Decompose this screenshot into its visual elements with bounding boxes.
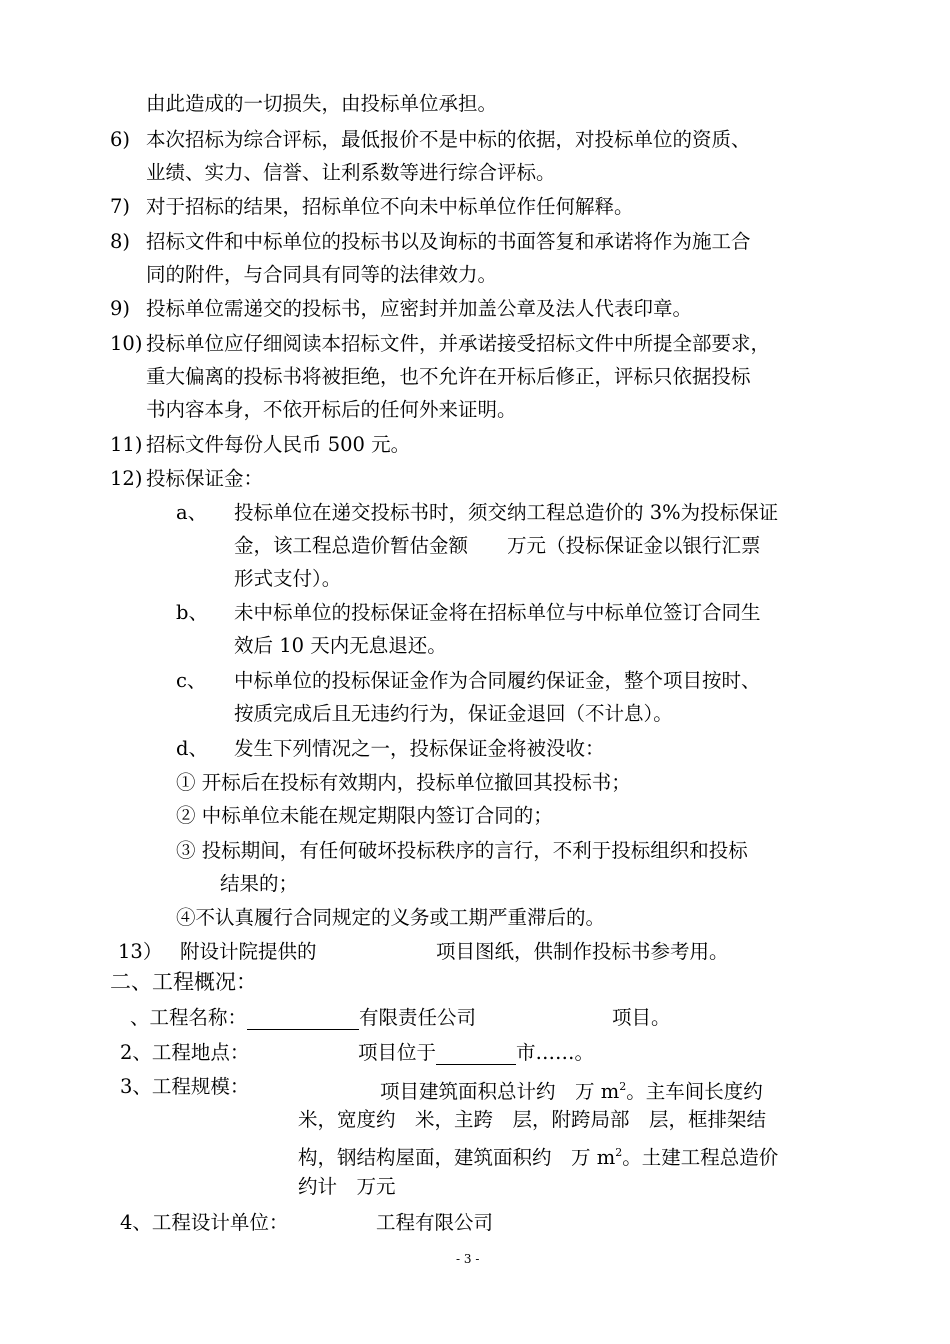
overview-scale-line-4: 约计 万元 <box>298 1175 396 1198</box>
scale-line-1-tail: 。主车间长度约 <box>626 1080 763 1103</box>
item-11-number: 11) <box>110 433 143 456</box>
deposit-a-line-1: 投标单位在递交投标书时，须交纳工程总造价的 3%为投标保证 <box>234 501 779 524</box>
overview-name-company: 有限责任公司 <box>359 1006 477 1029</box>
scale-line-1-text: 项目建筑面积总计约 万 m <box>380 1080 620 1103</box>
overview-name-row <box>130 1005 476 1031</box>
item-9-line-1: 投标单位需递交的投标书，应密封并加盖公章及法人代表印章。 <box>146 297 693 320</box>
scale-line-1-sup: 2 <box>619 1080 627 1093</box>
overview-name-project: 项目。 <box>612 1006 671 1029</box>
item-10-line-1: 投标单位应仔细阅读本招标文件，并承诺接受招标文件中所提全部要求， <box>146 332 771 355</box>
deposit-b-line-1: 未中标单位的投标保证金将在招标单位与中标单位签订合同生 <box>234 601 761 624</box>
forfeit-item-4: ④不认真履行合同规定的义务或工期严重滞后的。 <box>176 906 606 929</box>
item-11-line-1: 招标文件每份人民币 500 元。 <box>146 433 411 456</box>
item-8-line-2: 同的附件，与合同具有同等的法律效力。 <box>146 263 498 286</box>
item-10-line-3: 书内容本身，不依开标后的任何外来证明。 <box>146 398 517 421</box>
item-13-number: 13） <box>118 940 163 963</box>
scale-line-3-sup: 2 <box>615 1146 623 1159</box>
forfeit-item-3: ③ 投标期间，有任何破坏投标秩序的言行，不利于投标组织和投标 <box>176 839 748 862</box>
deposit-d-label: d、 <box>176 737 208 760</box>
overview-location-a: 项目位于 <box>358 1041 437 1064</box>
deposit-a-label: a、 <box>176 501 208 524</box>
deposit-b-line-2: 效后 10 天内无息退还。 <box>234 634 447 657</box>
item-10-line-2: 重大偏离的投标书将被拒绝，也不允许在开标后修正，评标只依据投标 <box>146 365 751 388</box>
deposit-a-line-3: 形式支付）。 <box>234 567 342 590</box>
location-blank-underline <box>436 1042 516 1065</box>
page-number: - 3 - <box>456 1252 480 1266</box>
item-6-line-2: 业绩、实力、信誉、让利系数等进行综合评标。 <box>146 161 556 184</box>
overview-designer-label: 4、工程设计单位： <box>120 1211 289 1234</box>
forfeit-item-2: ② 中标单位未能在规定期限内签订合同的； <box>176 804 553 827</box>
item-9-number: 9) <box>110 297 131 320</box>
item-10-number: 10) <box>110 332 143 355</box>
overview-scale-line-2: 米，宽度约 米，主跨 层，附跨局部 层，框排架结 <box>298 1108 767 1131</box>
item-13-text-b: 项目图纸，供制作投标书参考用。 <box>436 940 729 963</box>
item-12-line-1: 投标保证金： <box>146 467 264 490</box>
deposit-d-line-1: 发生下列情况之一，投标保证金将被没收： <box>234 737 605 760</box>
overview-scale-label: 3、工程规模： <box>120 1075 250 1098</box>
overview-location-row <box>358 1040 594 1066</box>
deposit-b-label: b、 <box>176 601 208 624</box>
scale-line-3-tail: 。土建工程总造价 <box>622 1146 779 1169</box>
item-8-line-1: 招标文件和中标单位的投标书以及询标的书面答复和承诺将作为施工合 <box>146 230 751 253</box>
item-7-number: 7) <box>110 195 131 218</box>
overview-location-b: 市……。 <box>516 1041 595 1064</box>
name-blank-underline <box>247 1007 359 1030</box>
item-7-line-1: 对于招标的结果，招标单位不向未中标单位作任何解释。 <box>146 195 634 218</box>
deposit-c-label: c、 <box>176 669 207 692</box>
overview-designer-value: 工程有限公司 <box>376 1211 494 1234</box>
continuation-line: 由此造成的一切损失，由投标单位承担。 <box>146 92 498 115</box>
deposit-a-line-2: 金，该工程总造价暂估金额 万元（投标保证金以银行汇票 <box>234 534 761 557</box>
deposit-c-line-1: 中标单位的投标保证金作为合同履约保证金，整个项目按时、 <box>234 669 761 692</box>
scale-line-3-text: 构，钢结构屋面，建筑面积约 万 m <box>298 1146 616 1169</box>
overview-location-label: 2、工程地点： <box>120 1041 250 1064</box>
section-title: 二、工程概况： <box>110 970 257 994</box>
overview-scale-line-1 <box>380 1074 763 1105</box>
deposit-c-line-2: 按质完成后且无违约行为，保证金退回（不计息）。 <box>234 702 673 725</box>
forfeit-item-3-cont: 结果的； <box>220 872 299 895</box>
item-13-text-a: 附设计院提供的 <box>180 940 317 963</box>
item-12-number: 12) <box>110 467 143 490</box>
item-6-line-1: 本次招标为综合评标，最低报价不是中标的依据，对投标单位的资质、 <box>146 128 751 151</box>
forfeit-item-1: ① 开标后在投标有效期内，投标单位撤回其投标书； <box>176 771 631 794</box>
item-6-number: 6) <box>110 128 131 151</box>
item-8-number: 8) <box>110 230 131 253</box>
overview-scale-line-3 <box>298 1140 778 1171</box>
overview-name-label: 、工程名称： <box>130 1006 248 1029</box>
